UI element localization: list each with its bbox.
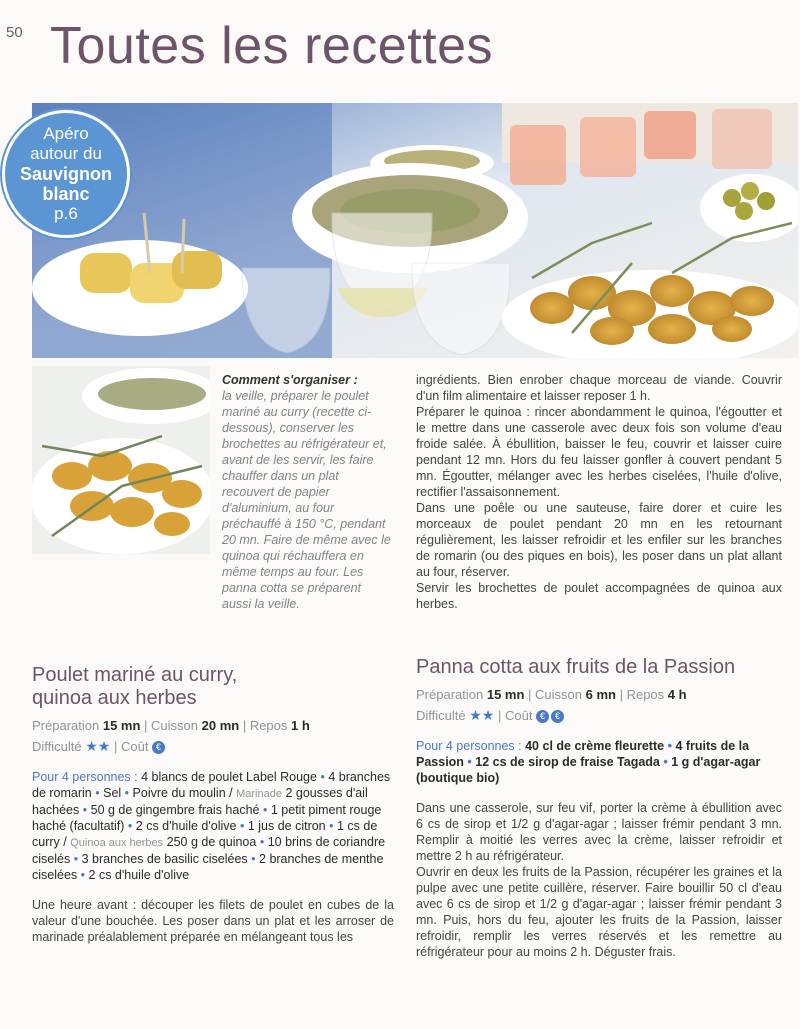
rest-label: Repos	[249, 718, 288, 733]
quinoa-label: Quinoa aux herbes	[70, 837, 164, 849]
prep-label: Préparation	[416, 687, 484, 702]
method-paragraph: Ouvrir en deux les fruits de la Passion, récupérer les graines et la pulpe avec une petite cuillère, réserver. Faire bouillir 50 cl d'eau avec 6 cs de sirop et 1/2 g d'agar-agar ; laisser frémir pendant 3 mn. Puis, hors du feu, ajouter les fruits de la Passion, laisser refroidir, remplir les verres réservés et les remettre au réfrigérateur pour au moins 2 h. Déguster frais.	[416, 865, 782, 959]
euro-icon: €	[551, 710, 564, 723]
ingredient: 40 cl de crème fleurette	[525, 739, 665, 753]
apero-badge[interactable]	[2, 110, 130, 238]
servings-label: Pour 4 personnes :	[416, 739, 522, 753]
page-title: Toutes les recettes	[50, 17, 494, 75]
recipe1-title-line2: quinoa aux herbes	[32, 687, 197, 709]
hero-photo	[32, 103, 798, 358]
servings-label: Pour 4 personnes :	[32, 770, 138, 784]
recipe2-method	[416, 800, 782, 960]
marinade-label: Marinade	[236, 788, 282, 800]
organisation-heading: Comment s'organiser :	[222, 373, 358, 387]
ingredient: 2 gousses d'ail hachées	[32, 786, 368, 817]
cook-label: Cuisson	[151, 718, 198, 733]
prep-label: Préparation	[32, 718, 100, 733]
rest-label: Repos	[626, 687, 665, 702]
cook-time: 20 mn	[201, 718, 240, 733]
recipe-poulet	[32, 664, 394, 945]
recipe1-title	[32, 664, 394, 710]
page-number: 50	[6, 24, 23, 41]
ingredient: 4 fruits de la Passion	[416, 739, 750, 769]
ingredient: 12 cs de sirop de fraise Tagada	[475, 755, 660, 769]
badge-line-4: blanc	[42, 184, 90, 204]
method-paragraph: Une heure avant : découper les filets de poulet en cubes de la valeur d'une bouchée. Les poser dans un plat et les arroser de marinade préalablement préparée en mélangeant tous les	[32, 898, 394, 944]
ingredient: 2 cs d'huile d'olive	[135, 819, 237, 833]
cost-label: Coût	[504, 708, 533, 723]
ingredient: 2 branches de menthe ciselées	[32, 852, 384, 882]
organisation-body: la veille, préparer le poulet mariné au curry (recette ci-dessous), conserver les brochettes au réfrigérateur et, avant de les servir, les faire chauffer dans un plat recouvert de papier d'aluminium, au four préchauffé à 150 °C, pendant 20 mn. Faire de même avec le quinoa qui réchauffera en même temps au four. Les panna cotta se préparent aussi la veille.	[222, 389, 391, 611]
rest-time: 4 h	[667, 687, 687, 702]
recipe1-method-continued	[416, 372, 782, 612]
ingredient: 10 brins de coriandre ciselés	[32, 835, 386, 866]
recipe2-ingredients: Pour 4 personnes : 40 cl de crème fleurette • 4 fruits de la Passion • 12 cs de sirop de fraise Tagada • 1 g d'agar-agar (boutique bio)	[416, 739, 761, 785]
recipe2-title: Panna cotta aux fruits de la Passion	[416, 656, 736, 678]
difficulty-label: Difficulté	[32, 739, 82, 754]
difficulty-stars: ★★	[85, 738, 111, 754]
prep-time: 15 mn	[102, 718, 141, 733]
badge-line-1: Apéro	[43, 124, 89, 143]
difficulty-stars: ★★	[469, 707, 495, 723]
difficulty-label: Difficulté	[416, 708, 466, 723]
ingredient: 4 blancs de poulet Label Rouge	[141, 770, 317, 784]
badge-line-2: autour du	[30, 144, 102, 163]
organisation-note	[32, 372, 392, 612]
recipe2-meta: Préparation 15 mn | Cuisson 6 mn | Repos 4 h Difficulté ★★ | Coût € €	[416, 687, 687, 723]
ingredient: Sel	[103, 786, 122, 800]
prep-time: 15 mn	[486, 687, 525, 702]
recipe1-meta: Préparation 15 mn | Cuisson 20 mn | Repos 1 h Difficulté ★★ | Coût €	[32, 718, 310, 754]
ingredient: Poivre du moulin /	[132, 786, 233, 800]
recipe1-title-line1: Poulet mariné au curry,	[32, 664, 238, 686]
euro-icon: €	[536, 710, 549, 723]
buffet-illustration	[32, 103, 798, 358]
cook-time: 6 mn	[585, 687, 616, 702]
method-paragraph: Préparer le quinoa : rincer abondamment le quinoa, l'égoutter et le mettre dans une casserole avec deux fois son volume d'eau froide salée. À ébullition, baisser le feu, couvrir et laisser cuire pendant 12 mn. Hors du feu laisser gonfler à couvert pendant 5 mn. Égoutter, mélanger avec les herbes ciselées, l'huile d'olive, rectifier l'assaisonnement.	[416, 405, 782, 499]
ingredient: 250 g de quinoa	[166, 835, 257, 849]
recipe1-ingredients: Pour 4 personnes : 4 blancs de poulet Label Rouge • 4 branches de romarin • Sel • Poivre du moulin / Marinade 2 gousses d'ail hachées • 50 g de gingembre frais haché • 1 petit piment rouge haché (facultatif) • 2 cs d'huile d'olive • 1 jus de citron • 1 cs de curry / Quinoa aux herbes 250 g de quinoa • 10 brins de coriandre ciselés • 3 branches de basilic ciselées • 2 branches de menthe ciselées • 2 cs d'huile d'olive	[32, 770, 391, 882]
recipe1-method	[32, 897, 394, 945]
cost-label: Coût	[120, 739, 149, 754]
cook-label: Cuisson	[535, 687, 582, 702]
rest-time: 1 h	[291, 718, 310, 733]
ingredient: 4 branches de romarin	[32, 770, 391, 800]
badge-page-ref: p.6	[54, 204, 78, 223]
ingredient: 2 cs d'huile d'olive	[88, 868, 190, 882]
recipe-panna-cotta	[416, 656, 782, 960]
ingredient: 1 g d'agar-agar (boutique bio)	[416, 755, 761, 785]
method-paragraph: Dans une poêle ou une sauteuse, faire dorer et cuire les morceaux de poulet pendant 20 mn en les retournant régulièrement, les laisser refroidir et les enfiler sur les branches de romarin (ou des piques en bois), les poser dans un plat allant au four, réserver.	[416, 501, 782, 579]
euro-icon: €	[152, 741, 165, 754]
method-paragraph: Servir les brochettes de poulet accompagnées de quinoa aux herbes.	[416, 581, 782, 611]
method-paragraph: ingrédients. Bien enrober chaque morceau de viande. Couvrir d'un film alimentaire et laisser reposer 1 h.	[416, 373, 782, 403]
badge-line-3: Sauvignon	[19, 164, 112, 184]
method-paragraph: Dans une casserole, sur feu vif, porter la crème à ébullition avec 6 cs de sirop et 1/2 g d'agar-agar ; laisser frémir pendant 3 mn. Remplir à moitié les verres avec la crème, laisser refroidir et mettre 2 h au réfrigérateur.	[416, 801, 782, 863]
ingredient: 1 petit piment rouge haché (facultatif)	[32, 803, 382, 833]
ingredient: 1 jus de citron	[247, 819, 326, 833]
ingredient: 1 cs de curry /	[32, 819, 378, 849]
ingredient: 3 branches de basilic ciselées	[81, 852, 248, 866]
ingredient: 50 g de gingembre frais haché	[90, 803, 260, 817]
